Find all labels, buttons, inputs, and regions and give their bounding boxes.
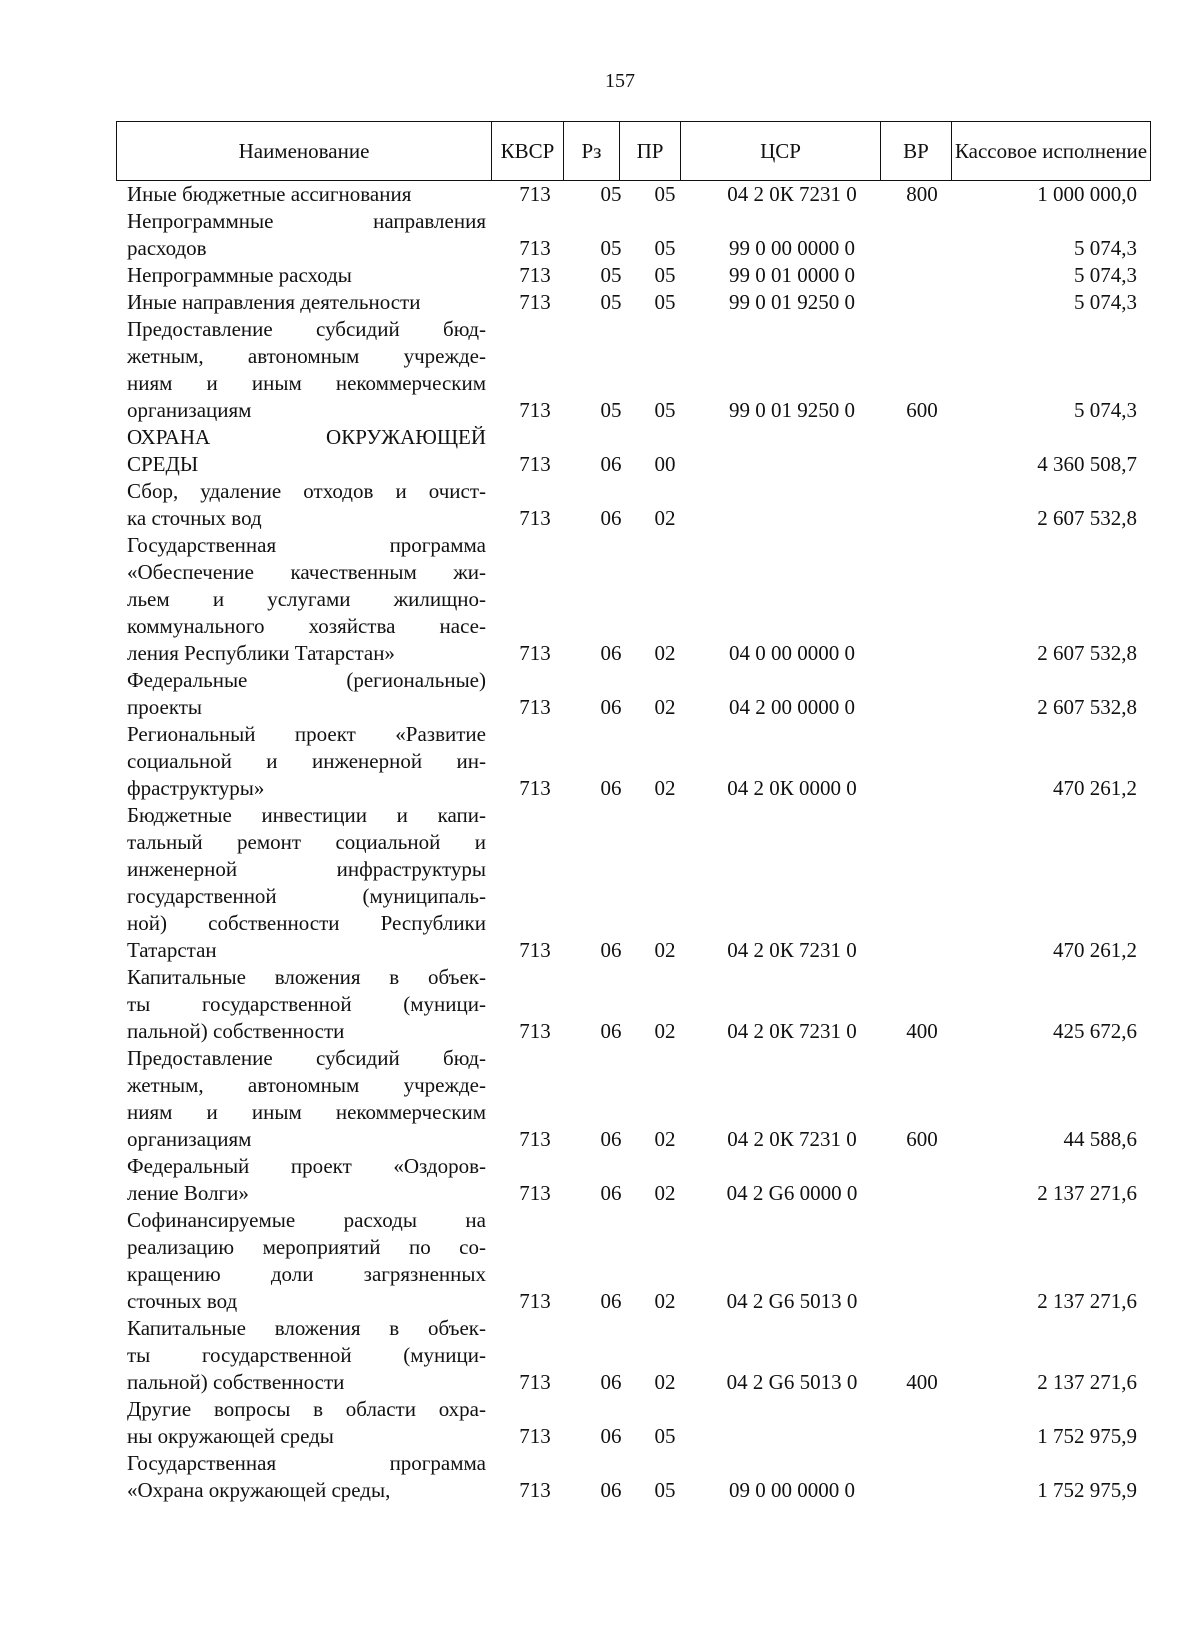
row-name-line: ты государственной (муници- xyxy=(127,1343,486,1367)
row-tsr: 04 2 0К 7231 0 xyxy=(727,1019,857,1043)
row-tsr: 04 2 00 0000 0 xyxy=(729,695,855,719)
row-name xyxy=(116,208,486,262)
row-name-line: Татарстан xyxy=(127,938,217,962)
table-row xyxy=(116,208,1151,262)
row-vr xyxy=(892,235,952,262)
row-tsr: 99 0 01 9250 0 xyxy=(729,290,855,314)
row-kassovoe: 5 074,3 xyxy=(1074,290,1137,314)
row-name-line: Федеральные (региональные) xyxy=(127,668,486,692)
row-vr xyxy=(892,937,952,964)
table-row xyxy=(116,667,1151,721)
row-kvsr: 713 xyxy=(519,1289,551,1313)
row-tsr: 99 0 00 0000 0 xyxy=(729,236,855,260)
row-name-line: расходов xyxy=(127,236,207,260)
row-pr: 02 xyxy=(654,776,676,800)
table-row xyxy=(116,289,1151,316)
row-name xyxy=(116,424,486,478)
row-vr xyxy=(892,640,952,667)
row-vr: 400 xyxy=(906,1370,938,1394)
row-kvsr: 713 xyxy=(519,1019,551,1043)
row-pr: 05 xyxy=(654,236,676,260)
row-rz: 06 xyxy=(600,1127,622,1151)
row-vr xyxy=(892,1288,952,1315)
row-name-line: жетным, автономным учрежде- xyxy=(127,1073,486,1097)
row-kvsr: 713 xyxy=(519,1370,551,1394)
row-tsr: 04 2 G6 0000 0 xyxy=(726,1181,858,1205)
header-pr: ПР xyxy=(620,122,681,180)
row-name xyxy=(116,478,486,532)
row-vr xyxy=(892,694,952,721)
row-tsr: 04 2 0К 0000 0 xyxy=(727,776,857,800)
row-name-line: фраструктуры» xyxy=(127,776,265,800)
table-row xyxy=(116,1207,1151,1315)
row-kvsr: 713 xyxy=(519,1478,551,1502)
row-kvsr: 713 xyxy=(519,938,551,962)
row-pr: 02 xyxy=(654,641,676,665)
row-kassovoe: 1 752 975,9 xyxy=(1037,1478,1137,1502)
row-name-line: «Обеспечение качественным жи- xyxy=(127,560,486,584)
row-name-line: Государственная программа xyxy=(127,533,486,557)
row-vr xyxy=(892,775,952,802)
row-name xyxy=(116,532,486,667)
row-name-line: Иные бюджетные ассигнования xyxy=(127,182,412,206)
row-name-line: Государственная программа xyxy=(127,1451,486,1475)
row-kassovoe: 425 672,6 xyxy=(1053,1019,1137,1043)
table-row xyxy=(116,1153,1151,1207)
row-pr: 05 xyxy=(654,1424,676,1448)
row-name xyxy=(116,802,486,964)
row-pr: 05 xyxy=(654,263,676,287)
row-kvsr: 713 xyxy=(519,1181,551,1205)
row-name-line: государственной (муниципаль- xyxy=(127,884,486,908)
row-kvsr: 713 xyxy=(519,1424,551,1448)
header-kassovoe: Кассовое исполнение xyxy=(954,139,1148,163)
row-name-line: организациям xyxy=(127,398,252,422)
row-name-line: Региональный проект «Развитие xyxy=(127,722,486,746)
row-kvsr: 713 xyxy=(519,695,551,719)
row-name-line: проекты xyxy=(127,695,203,719)
row-name-line: Капитальные вложения в объек- xyxy=(127,965,486,989)
table-row xyxy=(116,721,1151,802)
row-vr: 400 xyxy=(906,1019,938,1043)
row-rz: 06 xyxy=(600,1478,622,1502)
row-pr: 05 xyxy=(654,398,676,422)
table-header xyxy=(116,121,1151,181)
table-row xyxy=(116,181,1151,208)
row-tsr: 04 2 0К 7231 0 xyxy=(727,182,857,206)
row-name-line: «Охрана окружающей среды, xyxy=(127,1478,391,1502)
table-row xyxy=(116,262,1151,289)
row-kvsr: 713 xyxy=(519,398,551,422)
row-vr: 600 xyxy=(906,1127,938,1151)
table-row xyxy=(116,532,1151,667)
header-kvsr: КВСР xyxy=(492,122,564,180)
row-name-line: Капитальные вложения в объек- xyxy=(127,1316,486,1340)
row-name xyxy=(116,1315,486,1396)
row-kvsr: 713 xyxy=(519,263,551,287)
table-row xyxy=(116,1396,1151,1450)
row-kassovoe: 5 074,3 xyxy=(1074,398,1137,422)
row-pr: 02 xyxy=(654,1019,676,1043)
row-name-line: СРЕДЫ xyxy=(127,452,199,476)
row-tsr: 04 2 0К 7231 0 xyxy=(727,938,857,962)
row-kassovoe: 2 137 271,6 xyxy=(1037,1370,1137,1394)
row-kvsr: 713 xyxy=(519,236,551,260)
row-name-line: инженерной инфраструктуры xyxy=(127,857,486,881)
row-name-line: коммунального хозяйства насе- xyxy=(127,614,486,638)
row-rz: 05 xyxy=(600,290,622,314)
table-body xyxy=(116,181,1151,1504)
row-kassovoe: 1 000 000,0 xyxy=(1037,182,1137,206)
header-vr: ВР xyxy=(881,122,952,180)
table-row xyxy=(116,424,1151,478)
row-vr xyxy=(892,262,952,289)
row-name xyxy=(116,181,486,208)
row-name-line: сточных вод xyxy=(127,1289,238,1313)
row-name-line: Непрограммные расходы xyxy=(127,263,352,287)
row-pr: 02 xyxy=(654,506,676,530)
row-name-line: кращению доли загрязненных xyxy=(127,1262,486,1286)
row-tsr: 99 0 01 9250 0 xyxy=(729,398,855,422)
row-name-line: организациям xyxy=(127,1127,252,1151)
row-kassovoe: 2 607 532,8 xyxy=(1037,641,1137,665)
row-tsr: 04 2 G6 5013 0 xyxy=(726,1289,858,1313)
table-row xyxy=(116,316,1151,424)
row-name-line: Предоставление субсидий бюд- xyxy=(127,1046,486,1070)
row-tsr: 04 2 0К 7231 0 xyxy=(727,1127,857,1151)
row-name-line: Иные направления деятельности xyxy=(127,290,421,314)
row-rz: 06 xyxy=(600,641,622,665)
row-rz: 06 xyxy=(600,938,622,962)
row-name-line: Сбор, удаление отходов и очист- xyxy=(127,479,486,503)
row-name-line: ниям и иным некоммерческим xyxy=(127,371,486,395)
row-kassovoe: 4 360 508,7 xyxy=(1037,452,1137,476)
row-name xyxy=(116,1045,486,1153)
row-tsr xyxy=(692,451,892,478)
row-rz: 06 xyxy=(600,776,622,800)
row-vr xyxy=(892,1423,952,1450)
table-row xyxy=(116,478,1151,532)
row-name-line: Предоставление субсидий бюд- xyxy=(127,317,486,341)
row-vr: 600 xyxy=(906,398,938,422)
row-rz: 06 xyxy=(600,1370,622,1394)
row-kassovoe: 470 261,2 xyxy=(1053,938,1137,962)
row-rz: 06 xyxy=(600,452,622,476)
row-name xyxy=(116,964,486,1045)
row-name-line: ление Волги» xyxy=(127,1181,249,1205)
row-tsr xyxy=(692,1423,892,1450)
row-kvsr: 713 xyxy=(519,182,551,206)
row-kassovoe: 1 752 975,9 xyxy=(1037,1424,1137,1448)
row-rz: 06 xyxy=(600,506,622,530)
row-pr: 02 xyxy=(654,1370,676,1394)
row-rz: 06 xyxy=(600,1019,622,1043)
row-vr xyxy=(892,505,952,532)
row-name-line: Бюджетные инвестиции и капи- xyxy=(127,803,486,827)
table-row xyxy=(116,1045,1151,1153)
row-vr xyxy=(892,1477,952,1504)
row-pr: 02 xyxy=(654,1289,676,1313)
header-name: Наименование xyxy=(117,122,492,180)
header-rz: Рз xyxy=(564,122,620,180)
row-name-line: ны окружающей среды xyxy=(127,1424,334,1448)
row-name-line: льем и услугами жилищно- xyxy=(127,587,486,611)
row-name-line: ты государственной (муници- xyxy=(127,992,486,1016)
row-name-line: Другие вопросы в области охра- xyxy=(127,1397,486,1421)
row-vr xyxy=(892,1180,952,1207)
row-rz: 05 xyxy=(600,263,622,287)
row-name-line: Федеральный проект «Оздоров- xyxy=(127,1154,486,1178)
row-rz: 05 xyxy=(600,182,622,206)
row-kassovoe: 5 074,3 xyxy=(1074,263,1137,287)
row-kassovoe: 5 074,3 xyxy=(1074,236,1137,260)
row-pr: 02 xyxy=(654,938,676,962)
row-name-line: жетным, автономным учрежде- xyxy=(127,344,486,368)
row-tsr: 04 0 00 0000 0 xyxy=(729,641,855,665)
row-name-line: реализацию мероприятий по со- xyxy=(127,1235,486,1259)
row-kvsr: 713 xyxy=(519,452,551,476)
row-pr: 02 xyxy=(654,1127,676,1151)
row-name-line: тальный ремонт социальной и xyxy=(127,830,486,854)
row-name-line: пальной) собственности xyxy=(127,1370,345,1394)
row-name-line: Софинансируемые расходы на xyxy=(127,1208,486,1232)
row-kvsr: 713 xyxy=(519,641,551,665)
row-name xyxy=(116,1153,486,1207)
row-rz: 05 xyxy=(600,398,622,422)
row-name xyxy=(116,667,486,721)
row-rz: 06 xyxy=(600,1289,622,1313)
row-tsr: 09 0 00 0000 0 xyxy=(729,1478,855,1502)
row-kassovoe: 2 137 271,6 xyxy=(1037,1181,1137,1205)
row-pr: 02 xyxy=(654,1181,676,1205)
row-name-line: ка сточных вод xyxy=(127,506,262,530)
row-kassovoe: 2 137 271,6 xyxy=(1037,1289,1137,1313)
table-row xyxy=(116,964,1151,1045)
row-name xyxy=(116,289,486,316)
row-name-line: социальной и инженерной ин- xyxy=(127,749,486,773)
row-kvsr: 713 xyxy=(519,1127,551,1151)
row-rz: 06 xyxy=(600,1424,622,1448)
row-vr: 800 xyxy=(906,182,938,206)
row-kassovoe: 2 607 532,8 xyxy=(1037,695,1137,719)
row-name-line: пальной) собственности xyxy=(127,1019,345,1043)
row-kvsr: 713 xyxy=(519,506,551,530)
row-name xyxy=(116,262,486,289)
row-pr: 05 xyxy=(654,1478,676,1502)
row-vr xyxy=(892,289,952,316)
row-vr xyxy=(892,451,952,478)
row-name xyxy=(116,1396,486,1450)
row-name-line: ниям и иным некоммерческим xyxy=(127,1100,486,1124)
row-name xyxy=(116,1207,486,1315)
row-kassovoe: 44 588,6 xyxy=(1063,1127,1137,1151)
row-pr: 05 xyxy=(654,182,676,206)
row-name xyxy=(116,1450,486,1504)
row-name-line: Непрограммные направления xyxy=(127,209,486,233)
row-tsr xyxy=(692,505,892,532)
row-kvsr: 713 xyxy=(519,290,551,314)
row-pr: 05 xyxy=(654,290,676,314)
table-row xyxy=(116,1450,1151,1504)
table-row xyxy=(116,802,1151,964)
row-kvsr: 713 xyxy=(519,776,551,800)
row-name-line: ной) собственности Республики xyxy=(127,911,486,935)
row-rz: 06 xyxy=(600,1181,622,1205)
row-pr: 02 xyxy=(654,695,676,719)
row-pr: 00 xyxy=(654,452,676,476)
row-tsr: 04 2 G6 5013 0 xyxy=(726,1370,858,1394)
row-rz: 06 xyxy=(600,695,622,719)
row-name xyxy=(116,721,486,802)
row-name-line: ления Республики Татарстан» xyxy=(127,641,395,665)
row-name xyxy=(116,316,486,424)
row-rz: 05 xyxy=(600,236,622,260)
row-name-line: ОХРАНА ОКРУЖАЮЩЕЙ xyxy=(127,425,486,449)
row-kassovoe: 470 261,2 xyxy=(1053,776,1137,800)
page-number: 157 xyxy=(605,70,635,92)
table-row xyxy=(116,1315,1151,1396)
row-tsr: 99 0 01 0000 0 xyxy=(729,263,855,287)
row-kassovoe: 2 607 532,8 xyxy=(1037,506,1137,530)
header-tsr: ЦСР xyxy=(681,122,881,180)
